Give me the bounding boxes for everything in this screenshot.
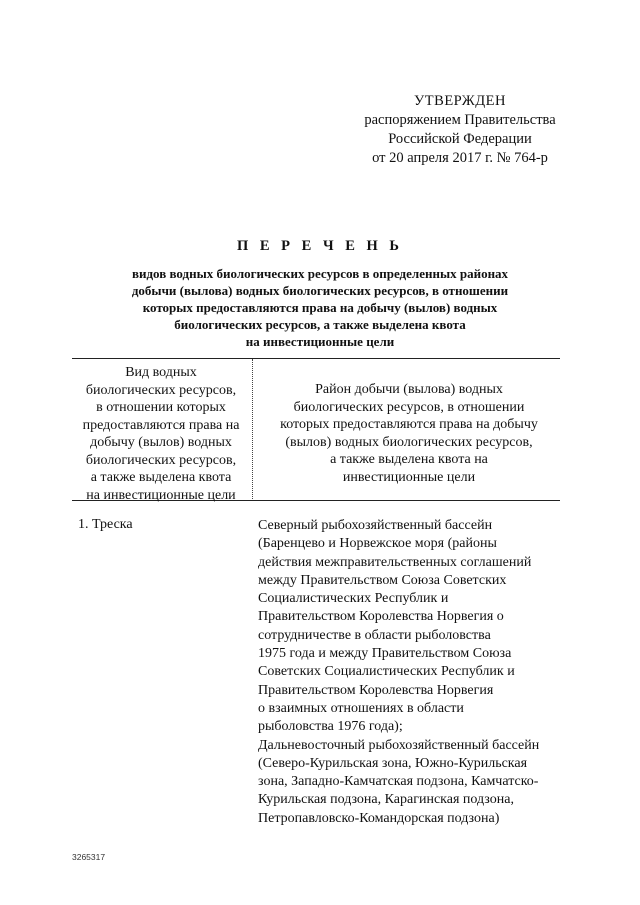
approval-stamp — [340, 92, 580, 168]
area-line: действия межправительственных соглашений — [258, 554, 532, 570]
header-line: предоставляются права на — [82, 417, 240, 433]
approval-date: от 20 апреля 2017 г. № 764-р — [372, 150, 548, 166]
header-line: добычу (вылов) водных — [90, 435, 232, 450]
header-line: а также выделена квота на — [330, 452, 488, 467]
header-line: биологических ресурсов, в отношении — [293, 399, 525, 415]
area-line: зона, Западно-Камчатская подзона, Камчатско- — [258, 774, 539, 790]
area-line: Курильская подзона, Карагинская подзона, — [258, 792, 514, 808]
area-line: (Северо-Курильская зона, Южно-Курильская — [258, 755, 528, 771]
subtitle-line: на инвестиционные цели — [245, 334, 395, 349]
area-line: между Правительством Союза Советских — [258, 572, 507, 588]
approval-title: УТВЕРЖДЕН — [414, 93, 506, 109]
area-line: Социалистических Республик и — [258, 591, 449, 607]
area-line: Северный рыбохозяйственный бассейн — [258, 518, 493, 533]
header-line: которых предоставляются права на добычу — [280, 417, 538, 432]
table-column-divider — [252, 359, 253, 499]
subtitle-line: которых предоставляются права на добычу (вылов) водных — [142, 300, 498, 315]
area-line: Правительством Королевства Норвегия — [258, 682, 494, 698]
document-code: 3265317 — [72, 852, 106, 862]
area-line: (Баренцево и Норвежское моря (районы — [258, 536, 497, 552]
area-line: 1975 года и между Правительством Союза — [258, 646, 512, 662]
header-line: а также выделена квота — [90, 470, 232, 485]
table-top-rule — [72, 358, 560, 359]
approval-line: Российской Федерации — [388, 131, 532, 147]
header-line: Район добычи (вылова) водных — [315, 382, 503, 397]
table-row-species: 1. Треска — [78, 517, 133, 532]
subtitle-line: биологических ресурсов, а также выделена квота — [174, 317, 466, 332]
header-line: инвестиционные цели — [342, 469, 476, 485]
area-line: Дальневосточный рыбохозяйственный бассейн — [258, 737, 540, 753]
area-line: Петропавловско-Командорская подзона) — [258, 810, 500, 826]
header-line: в отношении которых — [96, 400, 226, 415]
table-row-area — [258, 517, 568, 828]
subtitle-line: добычи (вылова) водных биологических ресурсов, в отношении — [131, 283, 509, 298]
table-header-species — [72, 364, 250, 504]
area-line: о взаимных отношениях в области — [258, 700, 464, 716]
subtitle-line: видов водных биологических ресурсов в определенных районах — [131, 266, 509, 281]
header-line: биологических ресурсов, — [85, 382, 237, 398]
area-line: сотрудничестве в области рыболовства — [258, 627, 491, 643]
area-line: Советских Социалистических Республик и — [258, 664, 515, 680]
document-subtitle — [80, 265, 560, 350]
header-line: биологических ресурсов, — [85, 452, 237, 468]
area-line: рыболовства 1976 года); — [258, 719, 403, 735]
document-title: П Е Р Е Ч Е Н Ь — [236, 238, 404, 254]
table-header-area — [258, 381, 560, 486]
header-line: Вид водных — [125, 365, 197, 380]
approval-line: распоряжением Правительства — [364, 112, 556, 128]
header-line: на инвестиционные цели — [86, 487, 236, 503]
header-line: (вылов) водных биологических ресурсов, — [285, 434, 533, 450]
area-line: Правительством Королевства Норвегия о — [258, 609, 504, 625]
